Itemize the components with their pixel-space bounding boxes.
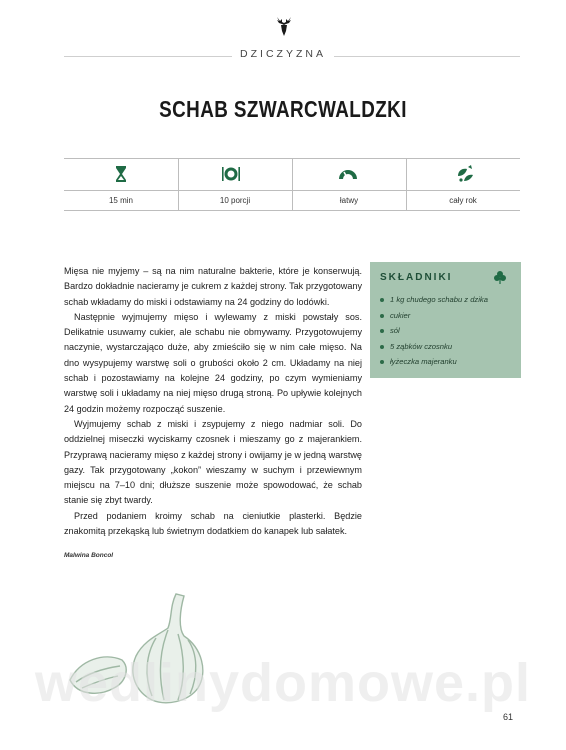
- list-item: cukier: [378, 310, 514, 326]
- difficulty-label: łatwy: [339, 196, 359, 205]
- list-item: sól: [378, 325, 514, 341]
- list-item: łyżeczka majeranku: [378, 356, 514, 372]
- servings-label: 10 porcji: [219, 196, 251, 205]
- hourglass-icon: [111, 164, 131, 184]
- clover-icon: [493, 270, 507, 284]
- prep-time-label: 15 min: [108, 196, 133, 205]
- plate-icon: [221, 164, 241, 184]
- season-label: cały rok: [449, 196, 477, 205]
- list-item: 5 ząbków czosnku: [378, 341, 514, 357]
- watermark: wedlinydomowe.pl: [34, 653, 532, 713]
- ingredients-list: [378, 294, 514, 372]
- info-bottom-rule: [64, 210, 520, 211]
- page-number: 61: [503, 712, 514, 722]
- paragraph: Następnie wyjmujemy mięso i wylewamy z miski powstały sos. Delikatnie usuwamy cukier, ale schabu nie obmywamy. Przygotowujemy naczynie, wystarczająco duże, aby zmieściło się w nim całe mięso. Na dno wysypujemy warstwę soli o grubości około 2 cm. Układamy na niej schab i pozostawiamy na kolejne 24 godziny, po czym wymieniamy warstwę soli i układamy na niej mięso drugą stroną. Po upływie kolejnych 24 godzin możemy rozpocząć suszenie.: [64, 311, 362, 414]
- author-name: Malwina Boncol: [64, 552, 114, 559]
- recipe-instructions: [64, 264, 362, 539]
- season-leaves-icon: [455, 164, 475, 184]
- list-item: 1 kg chudego schabu z dzika: [378, 294, 514, 310]
- paragraph: Mięsa nie myjemy – są na nim naturalne bakterie, które je konserwują. Bardzo dokładnie nacieramy je cukrem z każdej strony. Tak przygotowany schab wkładamy do miski i odstawiamy na 24 godziny do lodówki.: [64, 266, 362, 307]
- paragraph: Przed podaniem kroimy schab na cieniutkie plasterki. Będzie znakomitą przekąską lub świetnym dodatkiem do kanapek lub sałatek.: [64, 510, 362, 537]
- difficulty-gauge-icon: [338, 164, 358, 184]
- ingredients-title: SKŁADNIKI: [380, 272, 453, 283]
- section-label: DZICZYZNA: [0, 48, 566, 60]
- recipe-title: SCHAB SZWARCWALDZKI: [159, 96, 407, 122]
- paragraph: Wyjmujemy schab z miski i zsypujemy z niego nadmiar soli. Do oddzielnej miseczki wyciskamy czosnek i mieszamy go z majerankiem. Przyprawą nacieramy mięso z każdej strony i owijamy je w jedną warstwę gazy. Tak przygotowany „kokon” wieszamy w suchym i przewiewnym miejscu na 7–10 dni; dłuższe suszenie może spowodować, że schab stanie się zbyt twardy.: [64, 418, 362, 506]
- deer-head-icon: [274, 16, 294, 38]
